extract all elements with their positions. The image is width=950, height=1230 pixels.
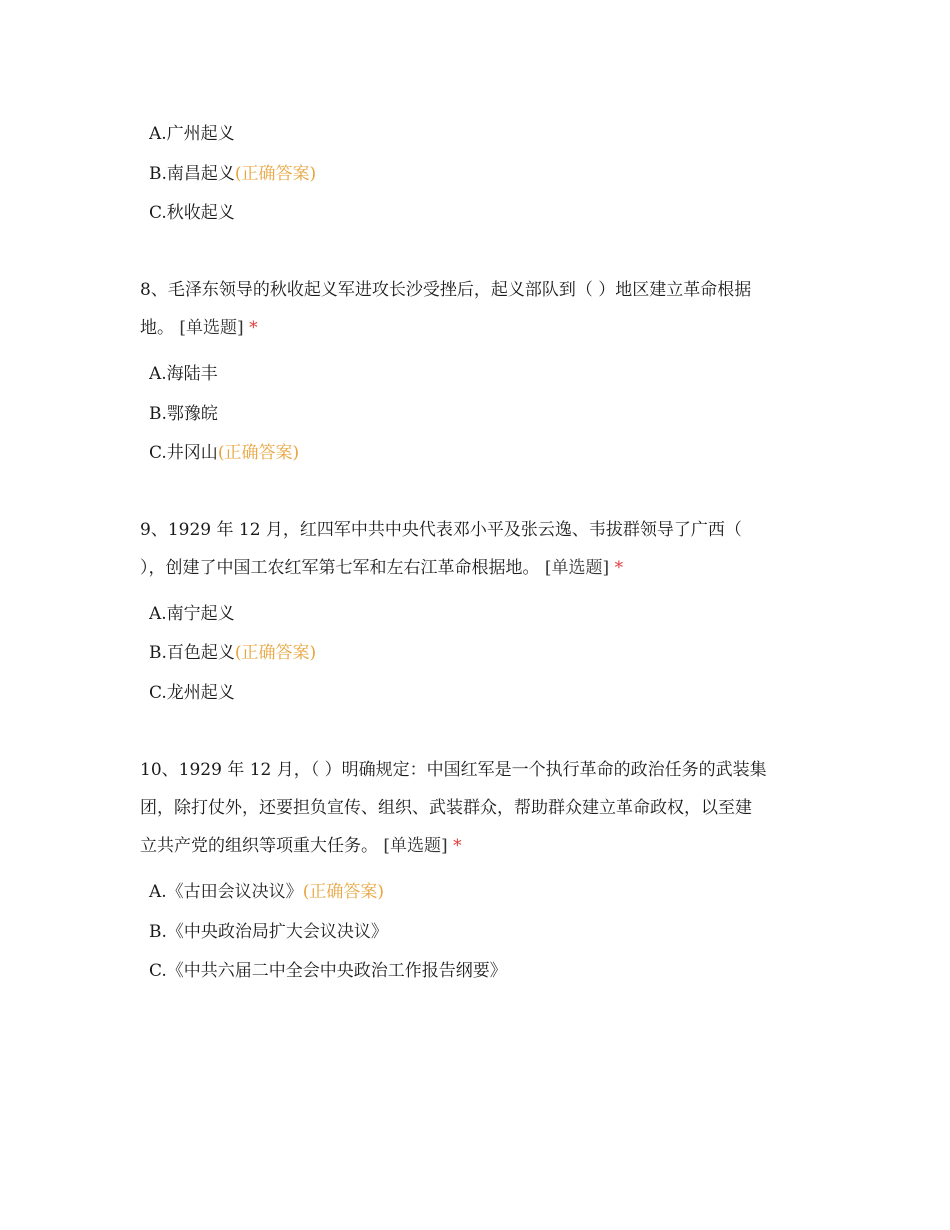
correct-answer-marker: (正确答案)	[302, 882, 384, 902]
option-a[interactable]	[149, 123, 235, 145]
option-a[interactable]	[149, 881, 384, 903]
option-c[interactable]	[149, 442, 299, 464]
question-type: [单选题]	[544, 558, 610, 578]
option-label: A.《古田会议决议》	[149, 882, 303, 902]
required-marker: *	[453, 836, 462, 856]
question-text-line	[140, 557, 623, 579]
required-marker: *	[249, 318, 258, 338]
option-b[interactable]	[149, 163, 316, 185]
option-label: A.海陆丰	[149, 364, 218, 384]
option-label: C.井冈山	[149, 443, 218, 463]
question-text-line	[140, 835, 462, 857]
option-b[interactable]	[149, 403, 218, 425]
option-label: A.广州起义	[149, 124, 235, 144]
option-label: C.《中共六届二中全会中央政治工作报告纲要》	[149, 961, 507, 981]
option-a[interactable]	[149, 603, 235, 625]
question-text-line	[140, 519, 742, 541]
option-c[interactable]	[149, 960, 507, 982]
option-b[interactable]	[149, 921, 388, 943]
question-text: 地。	[140, 318, 174, 338]
option-label: C.秋收起义	[149, 203, 235, 223]
correct-answer-marker: (正确答案)	[234, 164, 317, 184]
correct-answer-marker: (正确答案)	[234, 643, 317, 663]
question-text-line	[140, 279, 751, 301]
option-b[interactable]	[149, 642, 316, 664]
option-c[interactable]	[149, 682, 235, 704]
question-text: 8、毛泽东领导的秋收起义军进攻长沙受挫后，起义部队到（ ）地区建立革命根据	[140, 280, 752, 300]
option-label: B.百色起义	[149, 643, 235, 663]
option-label: B.《中央政治局扩大会议决议》	[149, 922, 388, 942]
question-type: [单选题]	[179, 318, 244, 338]
question-text: ），创建了中国工农红军第七军和左右江革命根据地。	[140, 558, 540, 578]
question-text-line	[140, 317, 258, 339]
question-text-line	[140, 759, 767, 781]
question-text-line	[140, 797, 752, 819]
question-type: [单选题]	[383, 836, 448, 856]
required-marker: *	[614, 558, 624, 578]
question-text: 10、1929 年 12 月，（ ）明确规定：中国红军是一个执行革命的政治任务的武装集	[140, 760, 767, 780]
option-label: B.鄂豫皖	[149, 404, 218, 424]
option-label: B.南昌起义	[149, 164, 235, 184]
option-label: C.龙州起义	[149, 683, 235, 703]
correct-answer-marker: (正确答案)	[217, 443, 300, 463]
question-text: 立共产党的组织等项重大任务。	[140, 836, 378, 856]
option-c[interactable]	[149, 202, 235, 224]
question-text: 9、1929 年 12 月，红四军中共中央代表邓小平及张云逸、韦拔群领导了广西（	[140, 520, 742, 540]
question-text: 团，除打仗外，还要担负宣传、组织、武装群众，帮助群众建立革命政权，以至建	[140, 798, 752, 818]
option-a[interactable]	[149, 363, 218, 385]
option-label: A.南宁起义	[149, 604, 235, 624]
